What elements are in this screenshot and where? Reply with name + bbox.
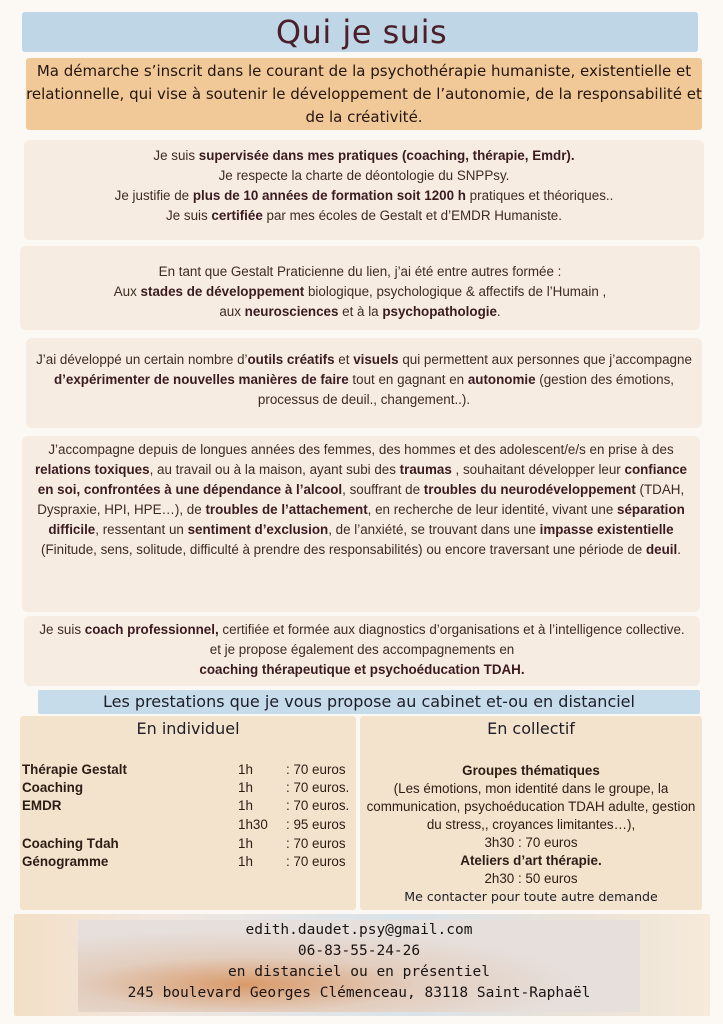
price-row: Thérapie Gestalt 1h : 70 euros — [22, 762, 346, 777]
contact-email[interactable]: edith.daudet.psy@gmail.com — [245, 922, 473, 938]
prestations-title: Les prestations que je vous propose au cabinet et-ou en distanciel — [103, 692, 635, 711]
collectif-list — [360, 762, 702, 906]
intro-text: Ma démarche s’inscrit dans le courant de la psychothérapie humaniste, existentielle et relationnelle, qui vise à soutenir le développement de l’autonomie, de la responsabilité et de la créativité. — [26, 62, 702, 126]
contact-mode: en distanciel ou en présentiel — [228, 964, 490, 980]
page-title: Qui je suis — [275, 13, 448, 51]
card-accompagnement: J’accompagne depuis de longues années des femmes, des hommes et des adolescent/e/s en prise à des relations toxiques, au travail ou à la maison, ayant subi des traumas , souhaitant développer leur confiance en soi, confrontées à une dépendance à l’alcool, souffrant de troubles du neurodéveloppement (TDAH, Dyspraxie, HPI, HPE…), de troubles de l’attachement, en recherche de leur identité, vivant une séparation difficile, ressentant un sentiment d’exclusion, de l’anxiété, se trouvant dans une impasse existentielle (Finitude, sens, solitude, difficulté à prendre des responsabilités) ou encore traversant une période de deuil. — [22, 436, 700, 612]
price-row: 1h30 : 95 euros — [238, 817, 346, 832]
contact-address: 245 boulevard Georges Clémenceau, 83118 Saint-Raphaël — [127, 985, 591, 1001]
contact-note: Me contacter pour toute autre demande — [404, 889, 658, 904]
ateliers-title: Ateliers d’art thérapie. — [460, 853, 602, 868]
price-row: Coaching Tdah 1h : 70 euros — [22, 836, 346, 851]
card-coaching: Je suis coach professionnel, certifiée et formée aux diagnostics d’organisations et à l’intelligence collective. et je propose également des accompagnements en coaching thérapeutique et psychoéducation TDAH. — [24, 616, 700, 686]
contact-block — [78, 920, 640, 1004]
groupes-price: 3h30 : 70 euros — [484, 835, 578, 850]
card-outils: J’ai développé un certain nombre d’outils créatifs et visuels qui permettent aux personnes que j’accompagne d’expérimenter de nouvelles manières de faire tout en gagnant en autonomie (gestion des émotions, processus de deuil., changement..). — [26, 338, 702, 428]
card-formation: En tant que Gestalt Praticienne du lien, j’ai été entre autres formée : Aux stades de développement biologique, psychologique & affectifs de l’Humain , aux neurosciences et à la psychopathologie. — [20, 246, 700, 330]
card-supervision: Je suis supervisée dans mes pratiques (coaching, thérapie, Emdr). Je respecte la charte de déontologie du SNPPsy. Je justifie de plus de 10 années de formation soit 1200 h pratiques et théoriques.. Je suis certifiée par mes écoles de Gestalt et d’EMDR Humaniste. — [24, 140, 704, 240]
groupes-desc: (Les émotions, mon identité dans le groupe, la communication, psychoéducation TDAH adulte, gestion du stress,, croyances limitantes…), — [366, 781, 696, 832]
groupes-title: Groupes thématiques — [462, 763, 600, 778]
price-row: EMDR 1h : 70 euros. — [22, 798, 350, 813]
collectif-heading: En collectif — [487, 719, 575, 738]
ateliers-price: 2h30 : 50 euros — [484, 871, 578, 886]
individuel-heading: En individuel — [136, 719, 240, 738]
price-row: Coaching 1h : 70 euros. — [22, 780, 350, 795]
contact-phone[interactable]: 06-83-55-24-26 — [297, 943, 421, 959]
price-row: Génogramme 1h : 70 euros — [22, 854, 346, 869]
